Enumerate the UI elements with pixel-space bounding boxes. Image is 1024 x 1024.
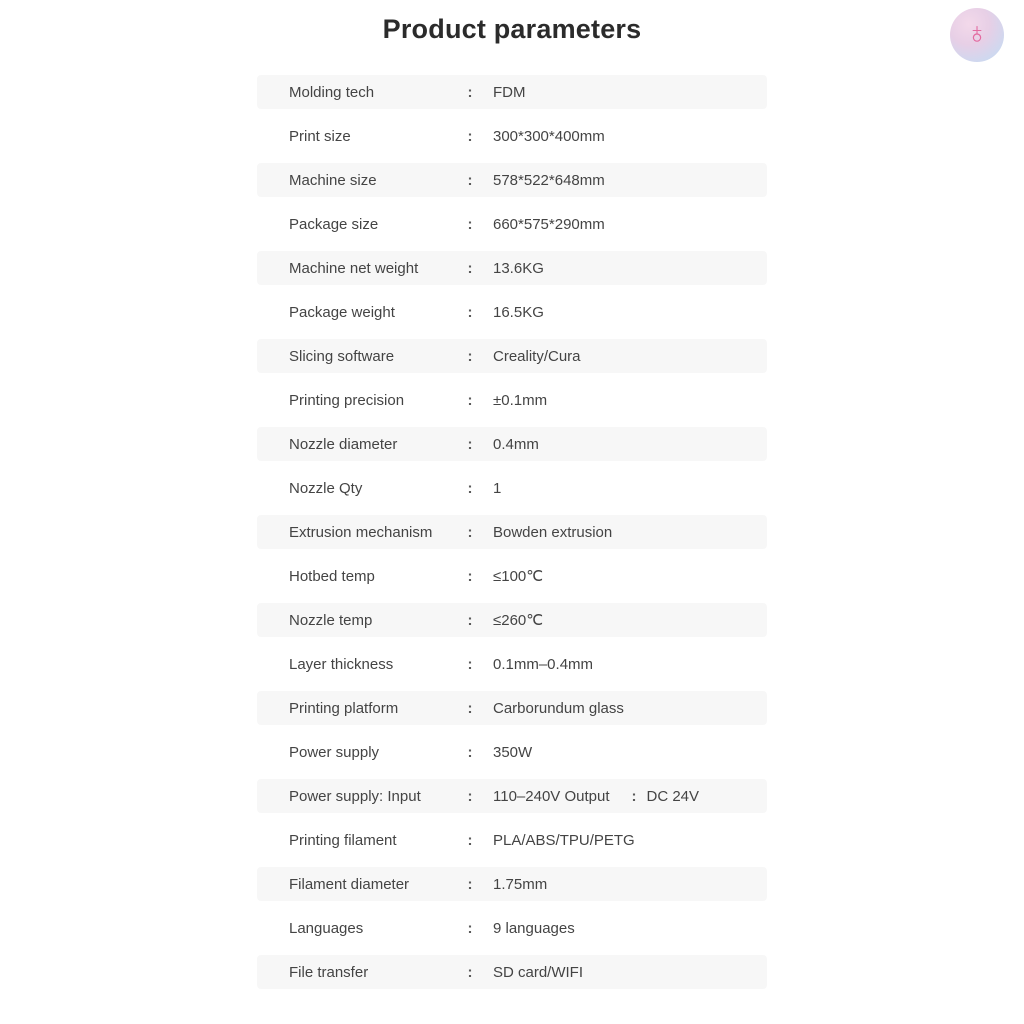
spec-value [479, 436, 767, 453]
table-row [257, 867, 767, 901]
spec-label: Power supply: Input [289, 787, 421, 805]
spec-label: File transfer [289, 963, 369, 981]
spec-separator: : [467, 655, 473, 673]
spec-label: Package size [289, 215, 379, 233]
spec-separator: : [467, 127, 473, 145]
spec-value [479, 788, 767, 805]
spec-separator: : [467, 83, 473, 101]
spec-value-text: 110–240V Output [493, 787, 610, 805]
spec-value [479, 744, 767, 761]
spec-value-text: PLA/ABS/TPU/PETG [493, 831, 635, 849]
brand-logo [950, 8, 1004, 62]
spec-label: Filament diameter [289, 875, 410, 893]
spec-separator: : [467, 919, 473, 937]
spec-label: Nozzle Qty [289, 479, 363, 497]
spec-label: Languages [289, 919, 364, 937]
table-row [257, 603, 767, 637]
spec-separator: : [467, 435, 473, 453]
spec-value-text: 13.6KG [493, 259, 544, 277]
table-row [257, 163, 767, 197]
table-row [257, 339, 767, 373]
table-row [257, 207, 767, 241]
table-row [257, 955, 767, 989]
table-row [257, 691, 767, 725]
table-row [257, 911, 767, 945]
spec-label: Power supply [289, 743, 380, 761]
table-row [257, 75, 767, 109]
spec-value [479, 611, 767, 629]
spec-value [479, 348, 767, 365]
spec-label: Layer thickness [289, 655, 394, 673]
spec-separator: : [467, 875, 473, 893]
spec-value [479, 567, 767, 585]
spec-value [479, 128, 767, 145]
spec-value [479, 172, 767, 189]
spec-label: Machine size [289, 171, 377, 189]
spec-value-text: 9 languages [493, 919, 575, 937]
spec-value-separator: : [631, 787, 637, 805]
table-row [257, 735, 767, 769]
table-row [257, 383, 767, 417]
spec-value-text: 1.75mm [493, 875, 548, 893]
spec-value [479, 216, 767, 233]
spec-value [479, 260, 767, 277]
spec-value-text: SD card/WIFI [493, 963, 584, 981]
spec-value-text: ≤260℃ [493, 612, 544, 629]
spec-value [479, 832, 767, 849]
spec-value-text-secondary: DC 24V [646, 787, 700, 805]
spec-value [479, 920, 767, 937]
spec-separator: : [467, 831, 473, 849]
spec-value-text: 0.4mm [493, 435, 539, 453]
spec-value-text: Carborundum glass [493, 699, 624, 717]
table-row [257, 823, 767, 857]
spec-table [257, 75, 767, 989]
table-row [257, 647, 767, 681]
spec-value-text: 1 [493, 479, 502, 497]
spec-label: Print size [289, 127, 351, 145]
spec-separator: : [467, 963, 473, 981]
spec-separator: : [467, 347, 473, 365]
spec-label: Hotbed temp [289, 567, 375, 585]
spec-value-text: ±0.1mm [493, 391, 548, 409]
spec-value [479, 876, 767, 893]
table-row [257, 471, 767, 505]
spec-separator: : [467, 743, 473, 761]
spec-label: Machine net weight [289, 259, 419, 277]
spec-separator: : [467, 699, 473, 717]
spec-label: Nozzle temp [289, 611, 373, 629]
spec-label: Molding tech [289, 83, 375, 101]
table-row [257, 295, 767, 329]
spec-value-text: ≤100℃ [493, 568, 544, 585]
brand-logo-glyph: ♁ [965, 17, 989, 50]
page-title: Product parameters [382, 14, 642, 44]
table-row [257, 515, 767, 549]
spec-value-text: 578*522*648mm [493, 171, 605, 189]
spec-value-text: 350W [493, 743, 533, 761]
spec-value [479, 392, 767, 409]
spec-label: Printing precision [289, 391, 405, 409]
spec-separator: : [467, 171, 473, 189]
spec-value-text: Creality/Cura [493, 347, 581, 365]
spec-label: Printing platform [289, 699, 399, 717]
spec-label: Slicing software [289, 347, 395, 365]
spec-value [479, 84, 767, 101]
spec-separator: : [467, 567, 473, 585]
spec-label: Nozzle diameter [289, 435, 398, 453]
spec-value-text: FDM [493, 83, 526, 101]
spec-value-text: 16.5KG [493, 303, 544, 321]
spec-separator: : [467, 391, 473, 409]
spec-label: Extrusion mechanism [289, 523, 433, 541]
spec-value [479, 524, 767, 541]
spec-separator: : [467, 523, 473, 541]
table-row [257, 119, 767, 153]
spec-label: Printing filament [289, 831, 397, 849]
spec-separator: : [467, 479, 473, 497]
table-row [257, 559, 767, 593]
spec-value [479, 700, 767, 717]
spec-separator: : [467, 215, 473, 233]
spec-value [479, 964, 767, 981]
spec-separator: : [467, 303, 473, 321]
spec-value [479, 304, 767, 321]
spec-value-text: 300*300*400mm [493, 127, 605, 145]
spec-separator: : [467, 787, 473, 805]
table-row [257, 251, 767, 285]
spec-value-text: 660*575*290mm [493, 215, 605, 233]
spec-value-text: Bowden extrusion [493, 523, 613, 541]
table-row [257, 427, 767, 461]
spec-label: Package weight [289, 303, 395, 321]
spec-value-text: 0.1mm–0.4mm [493, 655, 594, 673]
spec-separator: : [467, 259, 473, 277]
spec-value [479, 656, 767, 673]
table-row [257, 779, 767, 813]
spec-value [479, 480, 767, 497]
spec-separator: : [467, 611, 473, 629]
